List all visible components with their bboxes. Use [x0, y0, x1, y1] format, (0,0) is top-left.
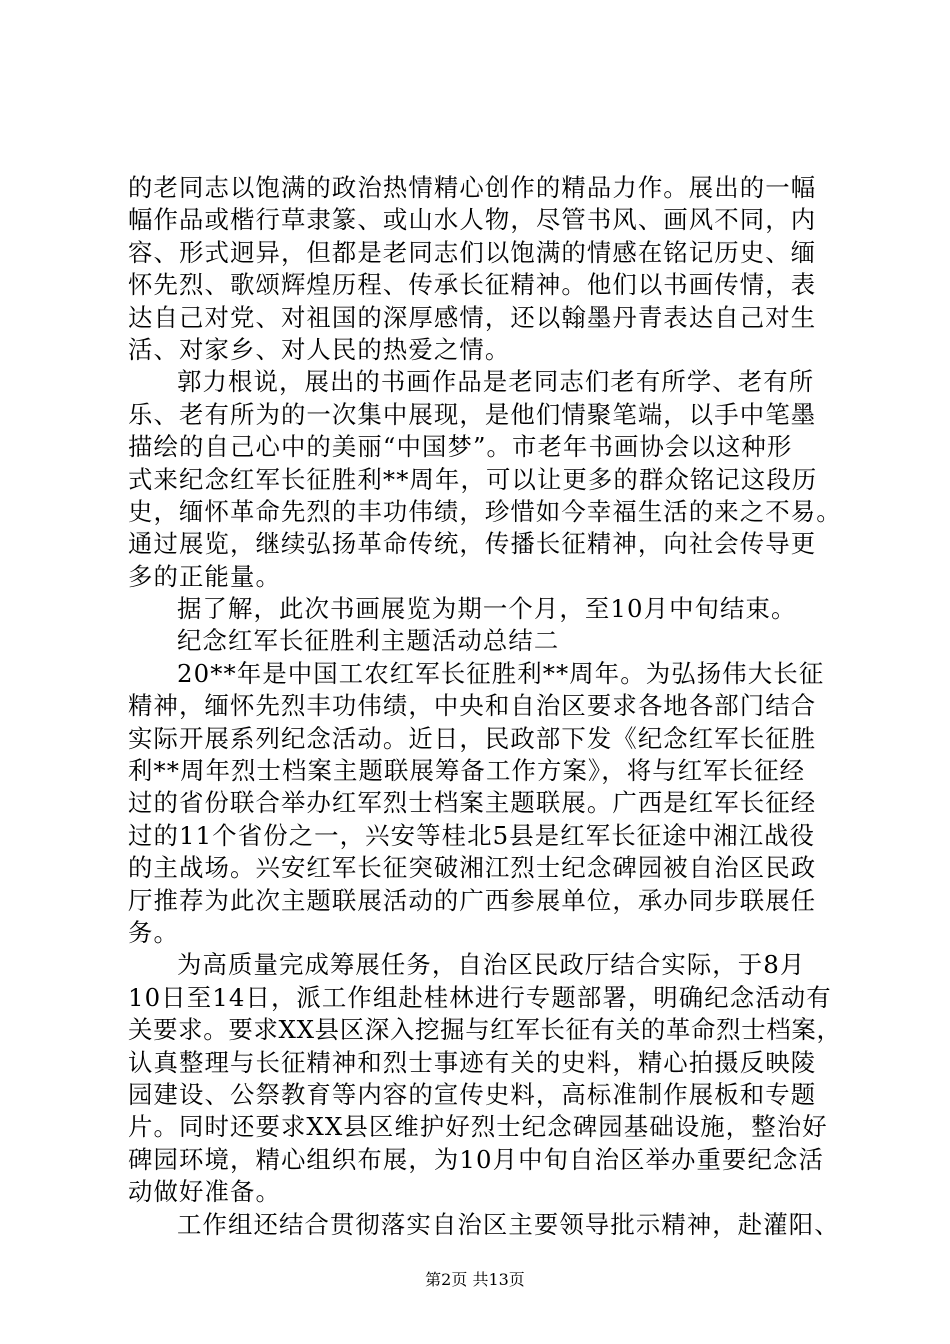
text-line: 郭力根说，展出的书画作品是老同志们老有所学、老有所 [177, 367, 815, 397]
document-body [128, 172, 843, 1241]
text-line: 的主战场。兴安红军长征突破湘江烈士纪念碑园被自治区民政 [128, 853, 817, 883]
text-line: 工作组还结合贯彻落实自治区主要领导批示精神，赴灌阳、 [177, 1209, 840, 1239]
text-line: 精神，缅怀先烈丰功伟绩，中央和自治区要求各地各部门结合 [128, 691, 817, 721]
text-line: 10日至14日，派工作组赴桂林进行专题部署，明确纪念活动有 [128, 982, 832, 1012]
text-line: 园建设、公祭教育等内容的宣传史料，高标准制作展板和专题 [128, 1079, 817, 1109]
text-line: 过的省份联合举办红军烈士档案主题联展。广西是红军长征经 [128, 788, 817, 818]
text-line: 片。同时还要求XX县区维护好烈士纪念碑园基础设施，整治好 [128, 1112, 828, 1142]
text-line: 活、对家乡、对人民的热爱之情。 [128, 334, 511, 364]
text-line: 史，缅怀革命先烈的丰功伟绩，珍惜如今幸福生活的来之不易。 [128, 496, 842, 526]
text-line: 关要求。要求XX县区深入挖掘与红军长征有关的革命烈士档案， [128, 1015, 842, 1045]
text-line: 怀先烈、歌颂辉煌历程、传承长征精神。他们以书画传情，表 [128, 270, 817, 300]
text-line: 厅推荐为此次主题联展活动的广西参展单位，承办同步联展任 [128, 885, 817, 915]
text-line: 通过展览，继续弘扬革命传统，传播长征精神，向社会传导更 [128, 529, 817, 559]
text-line: 纪念红军长征胜利主题活动总结二 [177, 626, 560, 656]
text-line: 描绘的自己心中的美丽“中国梦”。市老年书画协会以这种形 [128, 432, 793, 462]
text-line: 达自己对党、对祖国的深厚感情，还以翰墨丹青表达自己对生 [128, 302, 817, 332]
page-footer: 第2页 共13页 [425, 1270, 525, 1289]
text-line: 为高质量完成筹展任务，自治区民政厅结合实际，于8月 [177, 950, 806, 980]
text-line: 容、形式迥异，但都是老同志们以饱满的情感在铭记历史、缅 [128, 237, 817, 267]
text-line: 20**年是中国工农红军长征胜利**周年。为弘扬伟大长征 [177, 658, 825, 688]
text-line: 据了解，此次书画展览为期一个月，至10月中旬结束。 [177, 594, 797, 624]
text-line: 多的正能量。 [128, 561, 281, 591]
text-line: 实际开展系列纪念活动。近日，民政部下发《纪念红军长征胜 [128, 723, 817, 753]
text-line: 幅作品或楷行草隶篆、或山水人物，尽管书风、画风不同，内 [128, 205, 817, 235]
text-line: 乐、老有所为的一次集中展现，是他们情聚笔端，以手中笔墨 [128, 399, 817, 429]
text-line: 认真整理与长征精神和烈士事迹有关的史料，精心拍摄反映陵 [128, 1047, 817, 1077]
text-line: 过的11个省份之一，兴安等桂北5县是红军长征途中湘江战役 [128, 820, 816, 850]
text-line: 的老同志以饱满的政治热情精心创作的精品力作。展出的一幅 [128, 173, 817, 202]
text-line: 务。 [128, 917, 179, 947]
text-line: 利**周年烈士档案主题联展筹备工作方案》，将与红军长征经 [128, 756, 806, 786]
text-line: 碑园环境，精心组织布展，为10月中旬自治区举办重要纪念活 [128, 1144, 824, 1174]
text-line: 式来纪念红军长征胜利**周年，可以让更多的群众铭记这段历 [128, 464, 818, 494]
text-line: 动做好准备。 [128, 1177, 281, 1207]
